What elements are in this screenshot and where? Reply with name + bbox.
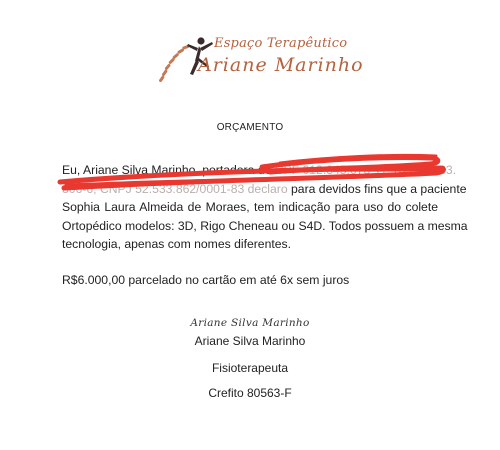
- body-line-1-visible: Eu, Ariane Silva Marinho, portadora do: [62, 163, 275, 177]
- signer-registration: Crefito 80563-F: [208, 386, 292, 400]
- price-text: R$6.000,00 parcelado no cartão em até 6x sem juros: [62, 273, 350, 287]
- redacted-cnpj: 806-6, CNPJ 52.533.862/0001-83 declaro: [62, 181, 288, 196]
- body-line-5: tecnologia, apenas com nomes diferentes.: [62, 237, 291, 251]
- logo-subtitle: Espaço Terapêutico: [214, 36, 348, 51]
- document-title: ORÇAMENTO: [216, 122, 284, 133]
- body-line-2-visible: para devidos fins que a paciente: [287, 181, 467, 196]
- logo-name: Ariane Marinho: [198, 54, 364, 76]
- signer-role: Fisioterapeuta: [211, 361, 289, 375]
- body-line-1: [62, 161, 457, 180]
- signer-name: Ariane Silva Marinho: [194, 334, 306, 348]
- clinic-logo: [152, 28, 372, 88]
- body-line-2: [62, 180, 467, 199]
- handwritten-signature: Ariane Silva Marinho: [190, 317, 310, 329]
- body-line-3: Sophia Laura Almeida de Moraes, tem indicação para uso do colete: [62, 200, 438, 214]
- declaration-paragraph: [62, 161, 468, 254]
- redacted-id-numbers: CPF 012.345.678-11, RG 33.333.: [274, 163, 457, 177]
- body-line-4: Ortopédico modelos: 3D, Rigo Cheneau ou S4D. Todos possuem a mesma: [62, 218, 468, 233]
